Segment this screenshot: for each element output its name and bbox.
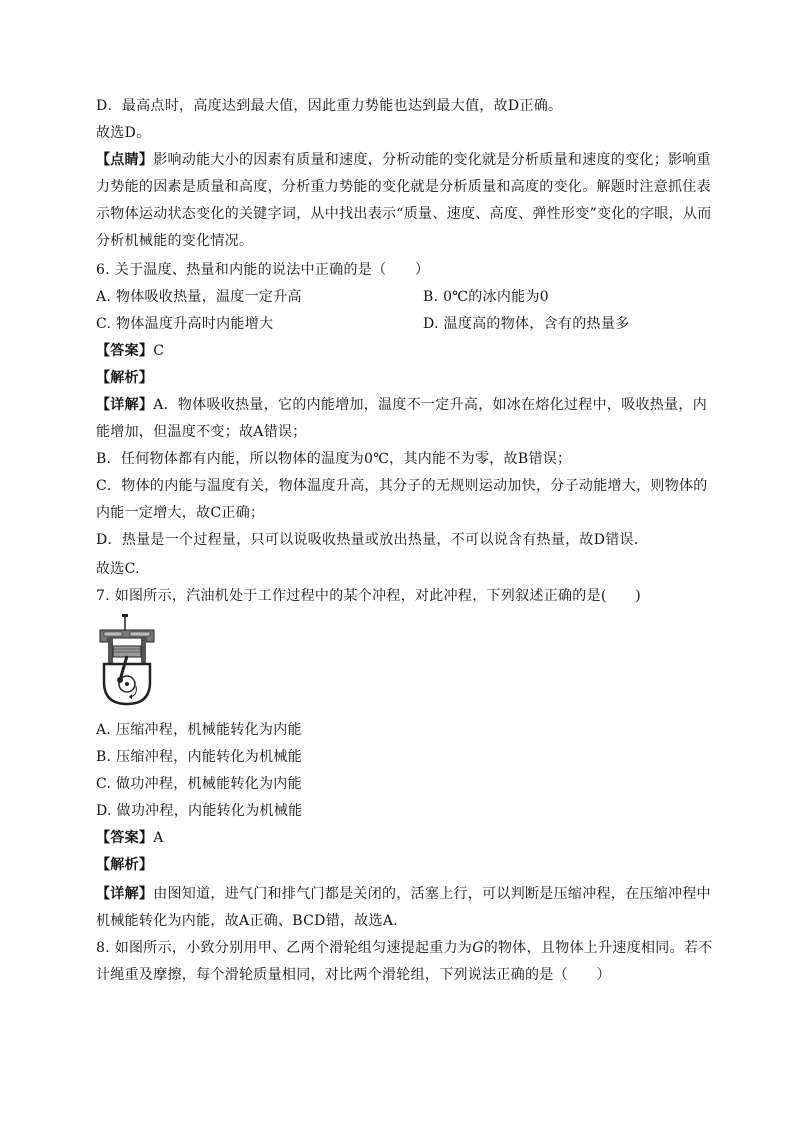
text-line [96,885,711,903]
answer-tag: 【答案】 [96,343,154,359]
q8-variable-g: G [472,940,484,956]
detail-text: 由图知道，进气门和排气门都是关闭的，活塞上行，可以判断是压缩冲程，在压缩冲程中 [153,886,711,902]
text-line: 分析机械能的变化情况。 [96,233,254,249]
question-6: 6. 关于温度、热量和内能的说法中正确的是（ ） [96,262,430,278]
q7-option-c: C. 做功冲程，机械能转化为内能 [96,776,302,792]
question-7: 7. 如图所示，汽油机处于工作过程中的某个冲程，对此冲程，下列叙述正确的是( ) [96,588,642,604]
answer-value: A [153,830,164,846]
text-line: 能增加，但温度不变；故A错误； [96,424,307,440]
text-line: D．热量是一个过程量，只可以说吸收热量或放出热量，不可以说含有热量，故D错误． [96,532,649,548]
text-line: 内能一定增大，故C正确； [96,505,265,521]
detail-text: A．物体吸收热量，它的内能增加，温度不一定升高，如冰在熔化过程中，吸收热量，内 [153,397,708,413]
tip-tag: 【点睛】 [96,152,154,168]
detail-tag: 【详解】 [96,886,154,902]
text-line: D．最高点时，高度达到最大值，因此重力势能也达到最大值，故D正确。 [96,98,563,114]
answer-value: C [153,343,165,359]
answer-tag: 【答案】 [96,830,154,846]
text-line: 计绳重及摩擦，每个滑轮质量相同，对比两个滑轮组，下列说法正确的是（ ） [96,967,611,983]
q6-option-c: C. 物体温度升高时内能增大 [96,316,274,332]
engine-figure [96,612,158,708]
q7-analysis-tag: 【解析】 [96,857,154,873]
q7-option-d: D. 做功冲程，内能转化为机械能 [96,803,303,819]
q6-answer [96,342,706,360]
text-line: 故选C. [96,561,140,577]
q6-option-a: A. 物体吸收热量，温度一定升高 [96,289,302,305]
q6-option-b: B. 0℃的冰内能为0 [423,289,549,305]
text-line [96,396,706,414]
question-8 [96,939,713,957]
detail-tag: 【详解】 [96,397,154,413]
text-line [96,151,711,169]
text-line: 机械能转化为内能，故A正确、BCD错，故选A． [96,913,408,929]
tip-text: 影响动能大小的因素有质量和速度，分析动能的变化就是分析质量和速度的变化；影响重 [153,152,711,168]
q7-option-a: A. 压缩冲程，机械能转化为内能 [96,722,302,738]
q8-text-part: 的物体，且物体上升速度相同。若不 [483,940,713,956]
text-line: C．物体的内能与温度有关，物体温度升高，其分子的无规则运动加快，分子动能增大，则物体的 [96,478,708,494]
text-line: B．任何物体都有内能，所以物体的温度为0℃，其内能不为零，故B错误； [96,451,572,467]
text-line: 故选D。 [96,125,151,141]
q8-text-part: 8. 如图所示，小致分别用甲、乙两个滑轮组匀速提起重力为 [96,940,473,956]
q7-answer [96,829,706,847]
q6-option-d: D. 温度高的物体，含有的热量多 [423,316,630,332]
text-line: 力势能的因素是质量和高度，分析重力势能的变化就是分析质量和高度的变化。解题时注意抓住表 [96,179,711,195]
q6-analysis-tag: 【解析】 [96,370,154,386]
q7-option-b: B. 压缩冲程，内能转化为机械能 [96,749,302,765]
text-line: 示物体运动状态变化的关键字词，从中找出表示“质量、速度、高度、弹性形变”变化的字眼，从而 [96,206,712,222]
